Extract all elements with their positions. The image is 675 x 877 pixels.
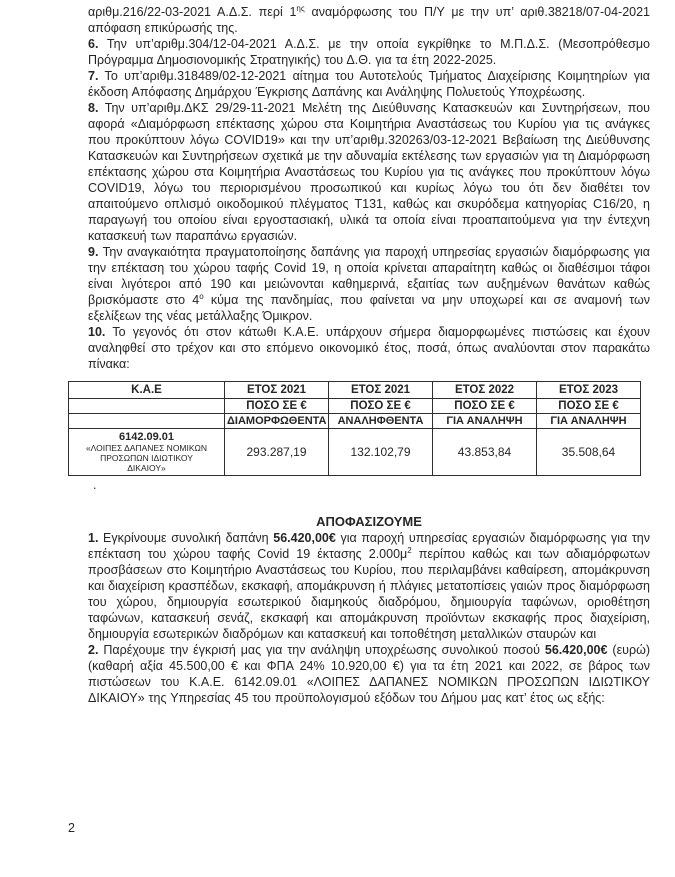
recital-item-10: 10. Το γεγονός ότι στον κάτωθι Κ.Α.Ε. υπάρχουν σήμερα διαμορφωμένες πιστώσεις και έχουν αναληφθεί στο τρέχον και στο επόμενο οικονομικό έτος, ποσά, όπως αναλύονται στον παρακάτω πίνακα: [88, 325, 650, 371]
recital-item-9: 9. Την αναγκαιότητα πραγματοποίησης δαπάνης για παροχή υπηρεσίας εργασιών διαμόρφωσης για την επέκταση του χώρου ταφής Covid 19, η οποία κρίνεται απαραίτητη καθώς οι διαθέσιμοι τάφοι είναι λιγότεροι από 190 και μειώνονται καθημερινά, εξαιτίας των αυξημένων θανάτων καθώς βρισκόμαστε στο $4^o$ κύμα της πανδημίας, που φαίνεται να μην υποχωρεί και σε αναμονή των εξελίξεων της νέας μετάλλαξης Όμικρον. [88, 245, 651, 323]
recital-item-8: 8. Την υπ’αριθμ.ΔΚΣ 29/29-11-2021 Μελέτη της Διεύθυνσης Κατασκευών και Συντηρήσεων, που αφορά «Διαμόρφωση επέκτασης χώρου στα Κοιμητήρια Αναστάσεως του Κυρίου για τις ανάγκες που προκύπτουν λόγω COVID19» και την υπ’αριθμ.320263/03-12-2021 Βεβαίωση της Διεύθυνσης Κατασκευών και Συντηρήσεων σχετικά με την αδυναμία εκτέλεσης των εργασιών για τη Διαμόρφωση επέκτασης χώρου στα Κοιμητήρια Αναστάσεως του Κυρίου για τις ανάγκες που προκύπτουν λόγω COVID19, λόγω του περιορισμένου προσωπικού και κυρίως λόγω του ότι δεν διαθέτει τον απαιτούμενο οπλισμό οικοδομικού πλέγματος Τ131, καθώς και σκυρόδεμα κατηγορίας C16/20, η παραγωγή του οποίου είναι εργοστασιακή, υλικά τα οποία είναι προαπαιτούμενα για την έντεχνη κατασκευή των παραπάνω εργασιών. [88, 101, 650, 243]
table-cell-kae-code [69, 429, 225, 476]
table-header-row-amounts [69, 399, 641, 414]
table-header-cell: ΕΤΟΣ 2022 [433, 382, 537, 399]
decision-item-1: 1. Εγκρίνουμε συνολική δαπάνη 56.420,00€ για παροχή υπηρεσίας εργασιών διαμόρφωσης για την επέκταση του χώρου ταφής Covid 19 έκτασης $2.000\mu^2$ περίπου καθώς και των αδιαμόρφωτων προσβάσεων στο Κοιμητήριο Αναστάσεως του Κυρίου, που περιλαμβάνει καθαίρεση, απομάκρυνση και διαχείριση κρασπέδων, εκσκαφή, απομάκρυνση ή πλάγιες μετατοπίσεις γαιών προς διαμόρφωση του χώρου, δημιουργία εσωτερικού διαμηκούς διαδρόμου, δημιουργία ταφώνων, οριοθέτηση ταφώνων, κατασκευή σενάζ, εκσκαφή και απομάκρυνση προϊόντων εκσκαφής προς διαχείριση, δημιουργία εσωτερικών διαδρόμων και κατασκευή και τοποθέτηση μεταλλικών σταυρών και [88, 531, 651, 641]
recital-item-7: 7. Το υπ’αριθμ.318489/02-12-2021 αίτημα του Αυτοτελούς Τμήματος Διαχείρισης Κοιμητηρίων για έκδοση Απόφασης Δημάρχου Έγκρισης Δαπάνης και Ανάληψης Πολυετούς Υποχρέωσης. [88, 69, 650, 99]
kae-credits-table [68, 381, 641, 476]
table-header-cell: ΕΤΟΣ 2023 [537, 382, 641, 399]
page-number: 2 [68, 821, 75, 835]
table-header-cell: ΑΝΑΛΗΦΘΕΝΤΑ [329, 414, 433, 429]
table-header-row-status [69, 414, 641, 429]
table-header-row-years [69, 382, 641, 399]
table-header-cell: ΔΙΑΜΟΡΦΩΘΕΝΤΑ [225, 414, 329, 429]
kae-code: 6142.09.01 [118, 431, 175, 443]
table-header-cell: ΠΟΣΟ ΣΕ € [329, 399, 433, 414]
table-header-cell: ΠΟΣΟ ΣΕ € [537, 399, 641, 414]
recital-paragraph-continuation: αριθμ.216/22-03-2021 Α.Δ.Σ. περί $1^{\eta\varsigma}$ αναμόρφωσης του Π/Υ με την υπ’ αριθ.38218/07-04-2021 απόφαση επικύρωσής της. [88, 3, 650, 35]
table-header-cell [69, 414, 225, 429]
table-header-cell: ΓΙΑ ΑΝΑΛΗΨΗ [433, 414, 537, 429]
table-cell-amount-2021-formed: 293.287,19 [225, 429, 329, 476]
table-row [69, 429, 641, 476]
decision-heading: ΑΠΟΦΑΣΙΖΟΥΜΕ [316, 514, 422, 529]
table-header-cell: Κ.Α.Ε [69, 382, 225, 399]
table-header-cell: ΠΟΣΟ ΣΕ € [225, 399, 329, 414]
table-header-cell: ΕΤΟΣ 2021 [225, 382, 329, 399]
table-cell-amount-2023: 35.508,64 [537, 429, 641, 476]
document-body [85, 3, 651, 706]
table-cell-amount-2022: 43.853,84 [433, 429, 537, 476]
decision-item-2: 2. Παρέχουμε την έγκρισή μας για την ανάληψη υποχρέωσης συνολικού ποσού 56.420,00€ (ευρώ) (καθαρή αξία 45.500,00 € και ΦΠΑ 24% 10.920,00 €) για τα έτη 2021 και 2022, σε βάρος των πιστώσεων του Κ.Α.Ε. 6142.09.01 «ΛΟΙΠΕΣ ΔΑΠΑΝΕΣ ΝΟΜΙΚΩΝ ΠΡΟΣΩΠΩΝ ΙΔΙΩΤΙΚΟΥ ΔΙΚΑΙΟΥ» της Υπηρεσίας 45 του προϋπολογισμού εξόδων του Δήμου μας κατ’ έτος ως εξής: [88, 643, 651, 705]
table-header-cell: ΕΤΟΣ 2021 [329, 382, 433, 399]
recital-item-6: 6. Την υπ’αριθμ.304/12-04-2021 Α.Δ.Σ. με την οποία εγκρίθηκε το Μ.Π.Δ.Σ. (Μεσοπρόθεσμο Πρόγραμμα Δημοσιονομικής Στρατηγικής) του Δ.Θ. για τα έτη 2022-2025. [88, 37, 650, 67]
table-header-cell [69, 399, 225, 414]
table-header-cell: ΠΟΣΟ ΣΕ € [433, 399, 537, 414]
kae-code-label: «ΛΟΙΠΕΣ ΔΑΠΑΝΕΣ ΝΟΜΙΚΩΝ ΠΡΟΣΩΠΩΝ ΙΔΙΩΤΙΚΟΥ ΔΙΚΑΙΟΥ» [85, 443, 208, 473]
table-header-cell: ΓΙΑ ΑΝΑΛΗΨΗ [537, 414, 641, 429]
stray-period: . [93, 478, 97, 492]
table-cell-amount-2021-committed: 132.102,79 [329, 429, 433, 476]
